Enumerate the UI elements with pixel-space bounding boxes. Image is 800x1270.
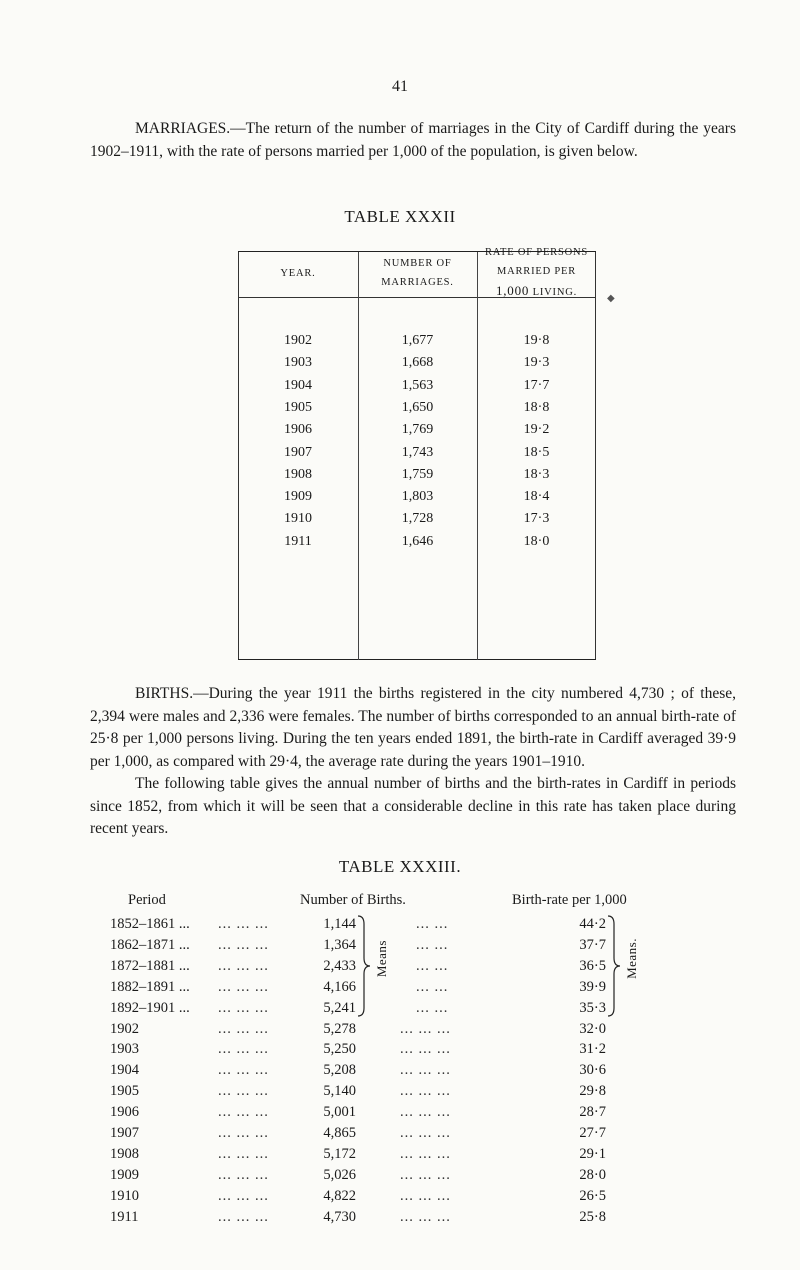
table32-rate-cell: 17·3 [523,511,550,527]
table33-births-cell: 5,278 [323,1020,356,1037]
table32-marriages-cell: 1,668 [401,355,434,371]
table33-rate-cell: 36·5 [579,957,606,974]
table33-title: TABLE XXXIII. [338,857,462,876]
table33-period-cell: 1862–1871 ... [110,936,190,953]
leader-dots: ... ... ... [218,1020,269,1037]
leader-dots: ... ... ... [218,1062,269,1079]
leader-dots: ... ... ... [218,1104,269,1121]
leader-dots: ... ... ... [400,1062,451,1079]
table33-births-cell: 4,166 [323,978,356,995]
table33-period-cell: 1907 [110,1125,139,1141]
leader-dots: ... ... ... [218,1125,269,1141]
table32-year-cell: 1910 [284,511,312,527]
table33-rate-cell: 25·8 [579,1208,606,1225]
table32-title: TABLE XXXII [344,207,456,226]
table32-year-cell: 1911 [284,533,312,549]
table32-header-year: YEAR. [280,268,316,279]
header-word: LIVING. [532,287,578,298]
leader-dots: ... ... ... [218,957,269,974]
table33-header-rate: Birth-rate per 1,000 [512,892,627,908]
leader-dots: ... ... [416,999,449,1016]
leader-dots: ... ... [416,936,449,953]
header-line: NUMBER OF [383,258,452,269]
table33-period-cell: 1892–1901 ... [110,999,190,1016]
table33-rate-cell: 28·7 [579,1104,606,1121]
table33-period-cell: 1906 [110,1104,139,1121]
table32-marriages-cell: 1,743 [401,444,434,460]
header-number: 1,000 [495,283,530,298]
leader-dots: ... ... ... [218,1145,269,1162]
stray-mark: ◆ [607,293,615,304]
header-line [477,281,596,302]
leader-dots: ... ... ... [400,1166,451,1183]
table33-births-cell: 5,208 [323,1062,356,1079]
table33-rate-cell: 31·2 [579,1041,606,1058]
table32-rate-cell: 18·4 [523,489,550,505]
leader-dots: ... ... ... [400,1125,451,1141]
table33-rate-cell: 27·7 [579,1125,606,1141]
table33-period-cell: 1882–1891 ... [110,978,190,995]
table33-births-cell: 5,241 [323,999,356,1016]
table32-marriages-cell: 1,759 [401,466,434,482]
births-means-brace [356,914,376,1018]
table33-births-cell: 4,822 [323,1187,356,1204]
table32-year-cell: 1908 [284,466,312,482]
births-paragraph: BIRTHS.—During the year 1911 the births registered in the city numbered 4,730 ; of these, 2,394 were males and 2,336 were females. The number of births corresponded to an annual birth-rate of 25·8 per 1,000 persons living. During the ten years ended 1891, the birth-rate in Cardiff averaged 39·9 per 1,000, as compared with 29·4, the average rate during the years 1901–1910. [90,685,736,770]
table33-period-cell: 1902 [110,1020,139,1037]
marriages-paragraph: MARRIAGES.—The return of the number of marriages in the City of Cardiff during the years 1902–1911, with the rate of persons married per 1,000 of the population, is given below. [90,120,736,160]
rate-means-brace [606,914,626,1018]
table33-period-cell: 1909 [110,1166,139,1183]
table32-year-cell: 1906 [284,422,312,438]
table33-rate-cell: 29·8 [579,1083,606,1100]
table32-rate-cell: 19·2 [523,422,550,438]
header-line: MARRIED PER [496,266,577,277]
table33-births-cell: 4,730 [323,1208,356,1225]
rate-means-label: Means. [624,938,639,979]
table33-births-cell: 2,433 [323,957,356,974]
table32-header-number [358,246,477,292]
table33-period-cell: 1908 [110,1145,139,1162]
table32-rate-cell: 18·5 [523,444,550,460]
leader-dots: ... ... ... [400,1208,451,1225]
page-number: 41 [392,78,408,95]
leader-dots: ... ... [416,916,449,932]
leader-dots: ... ... ... [218,1208,269,1225]
leader-dots: ... ... ... [400,1104,451,1121]
leader-dots: ... ... ... [218,1166,269,1183]
table32-year-cell: 1905 [284,399,312,415]
table33-births-cell: 1,364 [323,936,356,953]
table33-period-cell: 1911 [110,1208,139,1225]
table32-year-cell: 1909 [284,489,312,505]
table32-year-cell: 1903 [284,355,312,371]
leader-dots: ... ... ... [400,1020,451,1037]
leader-dots: ... ... ... [218,936,269,953]
table32-year-cell: 1904 [284,377,312,393]
leader-dots: ... ... ... [218,1187,269,1204]
leader-dots: ... ... ... [218,916,269,932]
table32-rate-cell: 19·8 [523,333,550,348]
table32-marriages-cell: 1,563 [401,377,434,393]
table33-rate-cell: 32·0 [579,1020,606,1037]
table33-period-cell: 1910 [110,1187,139,1204]
table32-marriages-cell: 1,803 [401,489,434,505]
table33-period-cell: 1905 [110,1083,139,1100]
table32-marriages-cell: 1,650 [401,399,434,415]
header-line: MARRIAGES. [381,277,454,288]
leader-dots: ... ... [416,957,449,974]
table33-births-cell: 5,026 [323,1166,356,1183]
leader-dots: ... ... ... [400,1041,451,1058]
table32-marriages-cell: 1,769 [401,422,434,438]
table32-marriages-cell: 1,677 [401,333,434,348]
table33-rate-cell: 26·5 [579,1187,606,1204]
table33-births-cell: 5,172 [323,1145,356,1162]
table32-header-rate [477,235,596,302]
leader-dots: ... ... ... [218,999,269,1016]
table33-period-cell: 1852–1861 ... [110,916,190,932]
leader-dots: ... ... ... [218,1083,269,1100]
births-means-label: Means [374,940,389,978]
table33-rate-cell: 28·0 [579,1166,606,1183]
header-line: RATE OF PERSONS [484,247,589,258]
table32-year-cell: 1902 [284,333,312,348]
table33-rate-cell: 44·2 [579,916,606,932]
following-paragraph: The following table gives the annual number of births and the birth-rates in Cardiff in periods since 1852, from which it will be seen that a considerable decline in this rate has taken place during recent years. [90,775,736,837]
table33-period-cell: 1872–1881 ... [110,957,190,974]
table33-births-cell: 5,250 [323,1041,356,1058]
table32-year-cell: 1907 [284,444,312,460]
table32-rate-cell: 18·0 [523,533,550,549]
leader-dots: ... ... [416,978,449,995]
table33-rate-cell: 39·9 [579,978,606,995]
table33-rate-cell: 30·6 [579,1062,606,1079]
table33-births-cell: 4,865 [323,1125,356,1141]
table33-births-cell: 5,001 [323,1104,356,1121]
table33-header-period: Period [128,892,166,908]
table33-period-cell: 1904 [110,1062,139,1079]
table32-rate-cell: 17·7 [523,377,550,393]
leader-dots: ... ... ... [400,1083,451,1100]
table32-rate-cell: 19·3 [523,355,550,371]
table33-rate-cell: 29·1 [579,1145,606,1162]
table32-marriages-cell: 1,728 [401,511,434,527]
table33-births-cell: 1,144 [323,916,356,932]
table33-rate-cell: 35·3 [579,999,606,1016]
table32-rate-cell: 18·3 [523,466,550,482]
table32-rate-cell: 18·8 [523,399,550,415]
leader-dots: ... ... ... [400,1145,451,1162]
leader-dots: ... ... ... [400,1187,451,1204]
leader-dots: ... ... ... [218,1041,269,1058]
table33-rate-cell: 37·7 [579,936,606,953]
table33-period-cell: 1903 [110,1041,139,1058]
leader-dots: ... ... ... [218,978,269,995]
table32-marriages-cell: 1,646 [401,533,434,549]
table32-bottom-rule [238,659,596,660]
table33-header-births: Number of Births. [300,892,406,908]
table33-births-cell: 5,140 [323,1083,356,1100]
